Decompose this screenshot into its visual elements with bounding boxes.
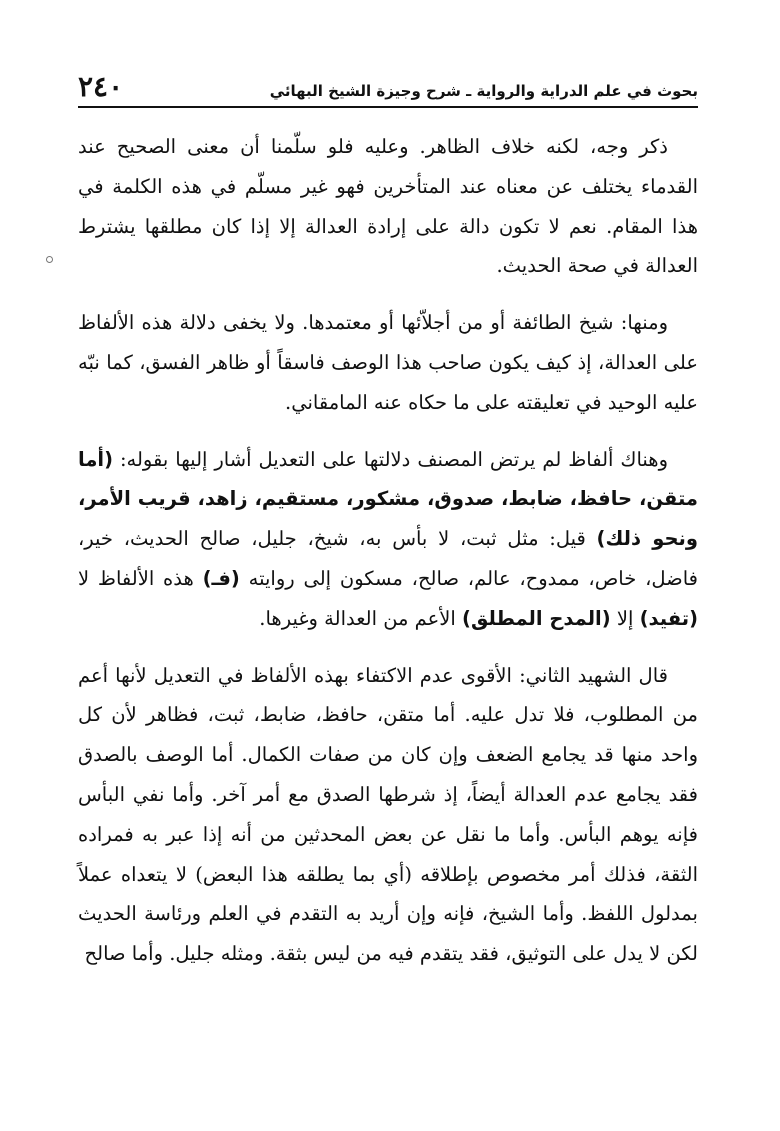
margin-mark bbox=[46, 256, 53, 263]
text-run: قال الشهيد الثاني: الأقوى عدم الاكتفاء بهذه الألفاظ في التعديل لأنها أعم من المطلوب، فلا تدل عليه. أما متقن، حافظ، ضابط، ثبت، فظاهر لأن كل واحد منها قد يجامع الضعف وإن كان من صفات الكمال. أما الوصف بالصدق فقد يجامع عدم العدالة أيضاً، إذ شرطها الصدق مع أمر آخر. وأما نفي البأس فإنه يوهم البأس. وأما ما نقل عن بعض المحدثين من أنه إذا عبر به فمراده الثقة، فذلك أمر مخصوص بإطلاقه (أي بما يطلقه هذا البعض) لا يتعداه عملاً بمدلول اللفظ. وأما الشيخ، فإنه وإن أريد به التقدم في العلم ورئاسة الحديث لكن لا يدل على التوثيق، فقد يتقدم فيه من ليس بثقة. ومثله جليل. وأما صالح bbox=[78, 663, 698, 966]
body-text bbox=[78, 127, 698, 974]
text-run: ذكر وجه، لكنه خلاف الظاهر. وعليه فلو سلّمنا أن معنى الصحيح عند القدماء يختلف عن معناه عند المتأخرين فهو غير مسلّم في هذه الكلمة في هذا المقام. نعم لا تكون دالة على إرادة العدالة إلا إذا كان مطلقها يشترط العدالة في صحة الحديث. bbox=[78, 135, 698, 278]
text-run: قيل: مثل ثبت، لا بأس به، شيخ، جليل، صالح الحديث، خير، فاضل، خاص، ممدوح، عالم، صالح، مسكون إلى روايته bbox=[78, 527, 698, 590]
header-rule bbox=[78, 106, 698, 108]
paragraph bbox=[78, 440, 698, 639]
paragraph bbox=[78, 127, 698, 286]
text-run: الأعم من العدالة وغيرها. bbox=[259, 606, 463, 630]
text-run: وهناك ألفاظ لم يرتض المصنف دلالتها على التعديل أشار إليها بقوله: bbox=[113, 447, 668, 471]
bold-quote: (أما متقن، حافظ، ضابط، صدوق، مشكور، مستقيم، زاهد، قريب الأمر، ونحو ذلك) bbox=[78, 447, 698, 551]
bold-quote: (فـ) bbox=[202, 566, 240, 590]
bold-quote: (المدح المطلق) bbox=[462, 606, 611, 630]
text-run: هذه الألفاظ لا bbox=[78, 566, 203, 590]
page-number: ٢٤٠ bbox=[78, 70, 124, 103]
paragraph bbox=[78, 303, 698, 422]
text-run: ومنها: شيخ الطائفة أو من أجلاّئها أو معتمدها. ولا يخفى دلالة هذه الألفاظ على العدالة، إذ كيف يكون صاحب هذا الوصف فاسقاً أو ظاهر الفسق، كما نبّه عليه الوحيد في تعليقته على ما حكاه عنه المامقاني. bbox=[78, 311, 699, 414]
paragraph bbox=[78, 656, 698, 974]
page-header bbox=[78, 62, 698, 104]
bold-quote: (تفيد) bbox=[639, 606, 698, 630]
running-head: بحوث في علم الدراية والرواية ـ شرح وجيزة الشيخ البهائي bbox=[269, 82, 698, 100]
text-run: إلا bbox=[610, 606, 640, 630]
